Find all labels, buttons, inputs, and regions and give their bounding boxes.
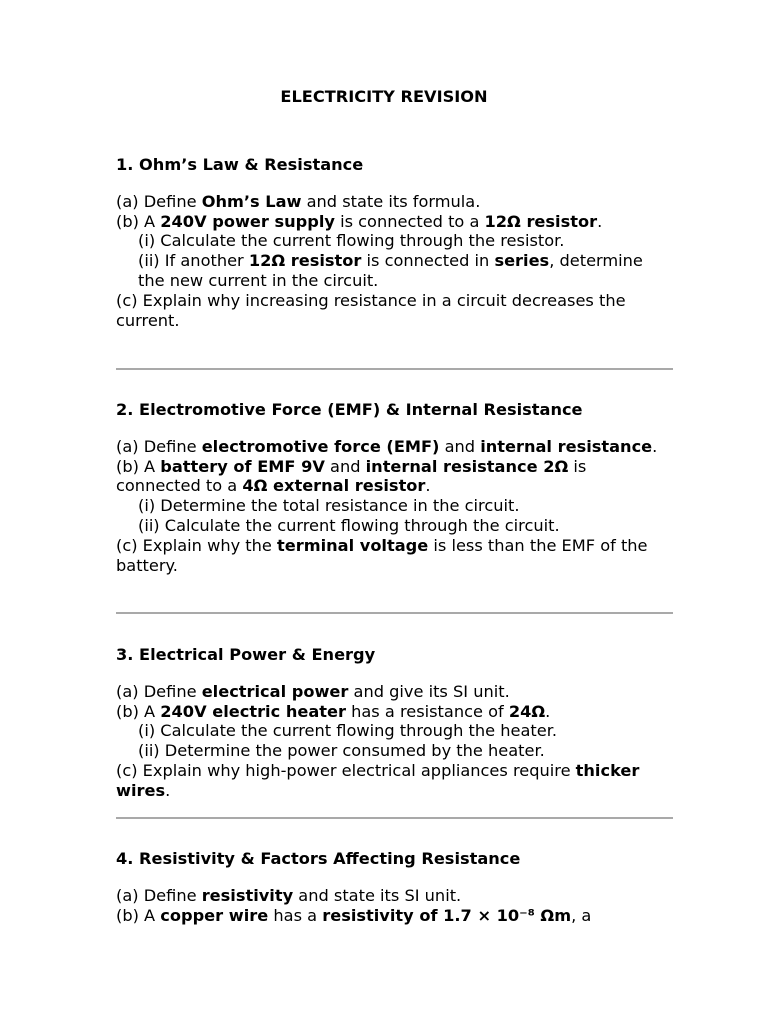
question-text: is connected to a bbox=[334, 211, 485, 231]
question-line bbox=[116, 251, 672, 291]
bold-term: 12Ω resistor bbox=[484, 211, 598, 231]
bold-term: electrical power bbox=[201, 681, 349, 701]
question-line bbox=[116, 682, 672, 702]
section-heading: 4. Resistivity & Factors Affecting Resistance bbox=[116, 849, 521, 868]
question-line bbox=[116, 291, 672, 331]
section-body bbox=[116, 682, 672, 801]
question-text: is less than the EMF of the battery. bbox=[116, 535, 648, 575]
question-text: (ii) Determine the power consumed by the heater. bbox=[138, 741, 545, 761]
question-text: (c) Explain why the bbox=[116, 535, 278, 555]
question-text: (a) Define bbox=[116, 191, 202, 211]
question-text: . bbox=[425, 476, 431, 496]
question-text: is connected in bbox=[361, 251, 495, 271]
question-text: has a bbox=[268, 905, 323, 925]
document-title: ELECTRICITY REVISION bbox=[280, 87, 488, 106]
bold-term: series bbox=[494, 251, 550, 271]
question-text: and state its formula. bbox=[301, 191, 481, 211]
question-text: (b) A bbox=[116, 456, 161, 476]
question-text: , determine the new current in the circuit. bbox=[138, 251, 643, 290]
divider bbox=[116, 368, 673, 370]
divider bbox=[116, 612, 673, 614]
question-text: , a bbox=[571, 905, 592, 925]
question-text: (ii) Calculate the current flowing through the circuit. bbox=[138, 515, 560, 535]
question-text: and state its SI unit. bbox=[293, 885, 462, 905]
section-3 bbox=[116, 645, 672, 801]
section-heading: 3. Electrical Power & Energy bbox=[116, 645, 376, 664]
question-text: . bbox=[652, 436, 658, 456]
question-line bbox=[116, 702, 672, 722]
question-line bbox=[116, 516, 672, 536]
question-line bbox=[116, 437, 672, 457]
section-heading: 1. Ohm’s Law & Resistance bbox=[116, 155, 364, 174]
question-line bbox=[116, 886, 672, 906]
question-text: has a resistance of bbox=[345, 701, 509, 721]
question-text: is connected to a bbox=[116, 456, 587, 496]
question-text: (a) Define bbox=[116, 681, 202, 701]
bold-term: copper wire bbox=[160, 905, 269, 925]
question-text: (ii) If another bbox=[138, 251, 249, 271]
question-text: (c) Explain why increasing resistance in a circuit decreases the current. bbox=[116, 290, 626, 330]
section-heading: 2. Electromotive Force (EMF) & Internal Resistance bbox=[116, 400, 583, 419]
question-text: (b) A bbox=[116, 211, 161, 231]
question-text: (c) Explain why high-power electrical appliances require bbox=[116, 760, 576, 780]
section-body bbox=[116, 886, 672, 926]
question-line bbox=[116, 536, 672, 576]
question-text: (a) Define bbox=[116, 436, 202, 456]
question-text: and give its SI unit. bbox=[348, 681, 510, 701]
question-line bbox=[116, 761, 672, 801]
section-body bbox=[116, 437, 672, 576]
section-4 bbox=[116, 849, 672, 925]
bold-term: 240V power supply bbox=[160, 211, 335, 231]
question-text: and bbox=[439, 436, 481, 456]
question-text: (b) A bbox=[116, 905, 161, 925]
bold-term: electromotive force (EMF) bbox=[201, 436, 440, 456]
bold-term: resistivity of 1.7 × 10⁻⁸ Ωm bbox=[322, 905, 572, 925]
question-text: (i) Determine the total resistance in the circuit. bbox=[138, 496, 520, 516]
question-text: and bbox=[324, 456, 366, 476]
question-text: . bbox=[165, 780, 171, 800]
question-line bbox=[116, 231, 672, 251]
question-text: (b) A bbox=[116, 701, 161, 721]
question-line bbox=[116, 741, 672, 761]
bold-term: 24Ω bbox=[508, 701, 546, 721]
bold-term: resistivity bbox=[201, 885, 294, 905]
question-line bbox=[116, 496, 672, 516]
question-line bbox=[116, 192, 672, 212]
question-line bbox=[116, 906, 672, 926]
question-line bbox=[116, 212, 672, 232]
section-2 bbox=[116, 400, 672, 575]
bold-term: internal resistance 2Ω bbox=[365, 456, 569, 476]
bold-term: terminal voltage bbox=[277, 535, 429, 555]
section-1 bbox=[116, 155, 672, 330]
section-body bbox=[116, 192, 672, 331]
question-text: . bbox=[545, 701, 551, 721]
bold-term: internal resistance bbox=[480, 436, 653, 456]
bold-term: 12Ω resistor bbox=[248, 251, 362, 271]
question-line bbox=[116, 457, 672, 497]
question-text: (a) Define bbox=[116, 885, 202, 905]
bold-term: battery of EMF 9V bbox=[160, 456, 325, 476]
bold-term: Ohm’s Law bbox=[201, 191, 302, 211]
bold-term: 4Ω external resistor bbox=[242, 476, 426, 496]
question-text: (i) Calculate the current flowing through the heater. bbox=[138, 721, 558, 741]
question-text: . bbox=[597, 211, 603, 231]
question-line bbox=[116, 721, 672, 741]
question-text: (i) Calculate the current flowing through the resistor. bbox=[138, 231, 565, 251]
divider bbox=[116, 817, 673, 819]
bold-term: 240V electric heater bbox=[160, 701, 346, 721]
bold-term: thicker wires bbox=[116, 760, 640, 800]
